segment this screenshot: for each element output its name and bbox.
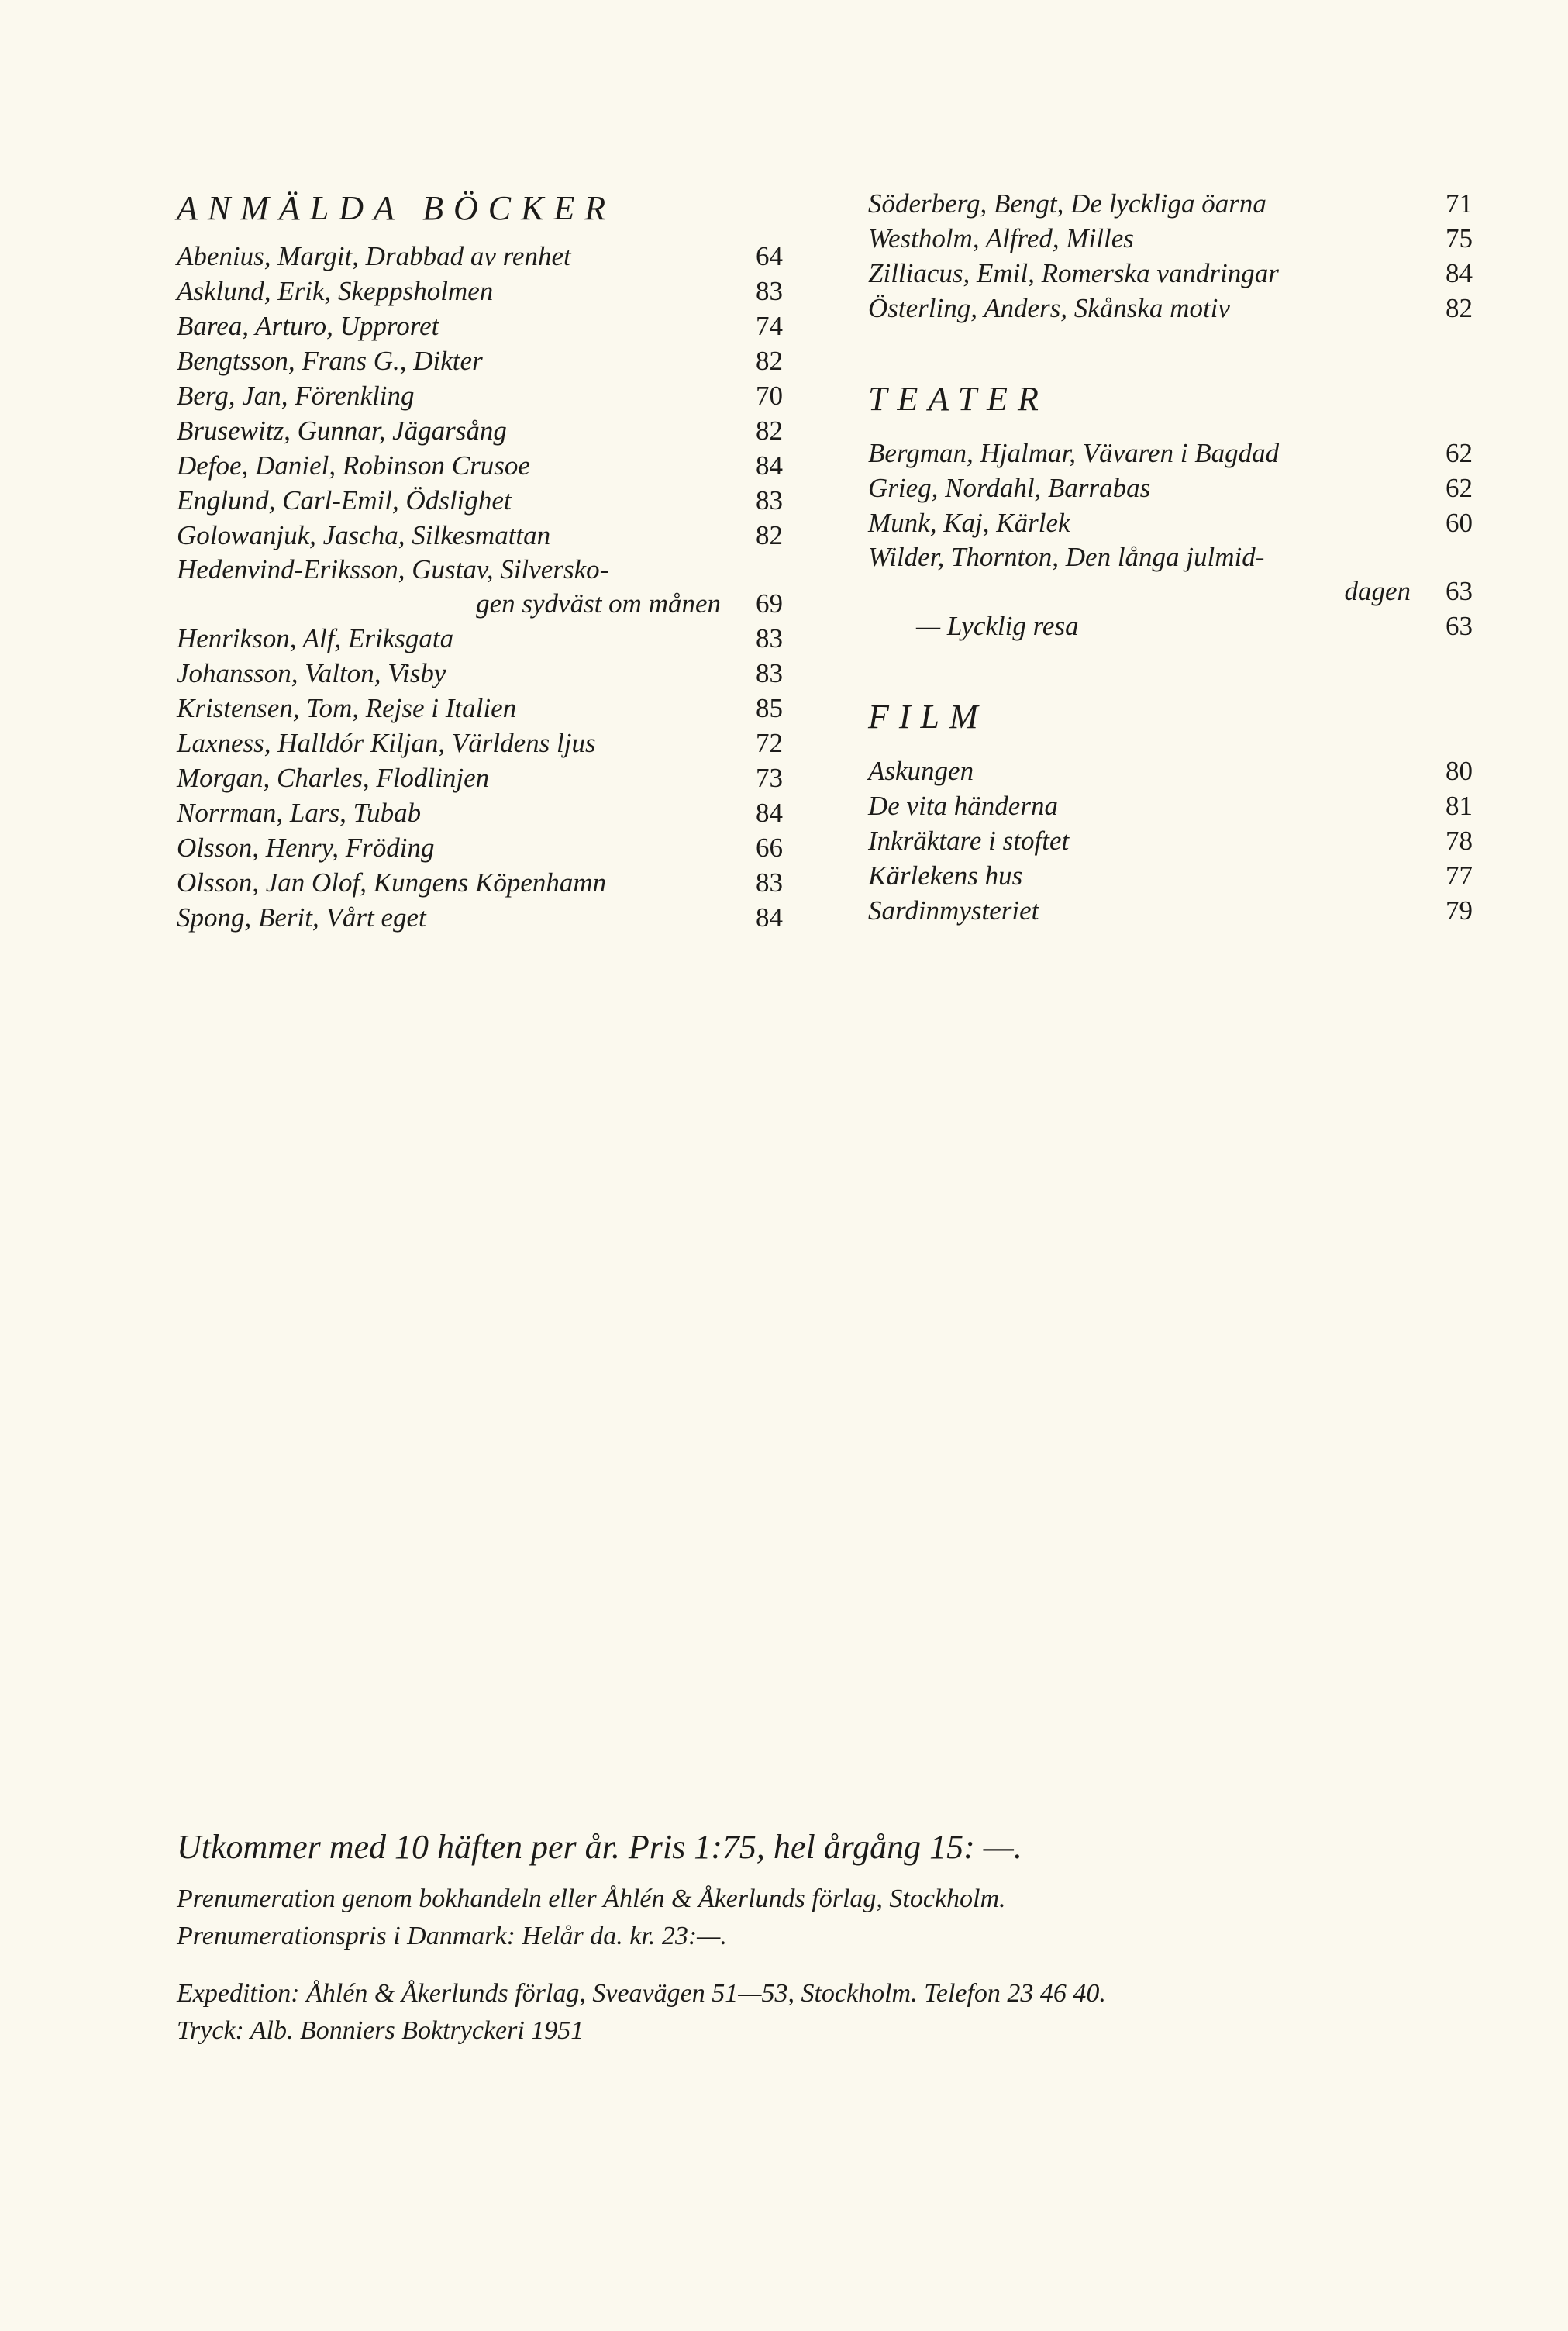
entry-page: 62 (1446, 438, 1473, 468)
list-item (177, 274, 783, 309)
entry-page: 72 (756, 728, 783, 758)
list-item (177, 900, 783, 935)
entry-page: 84 (756, 798, 783, 828)
entry-title: Inkräktare i stoftet (868, 826, 1070, 856)
entry-page: 83 (756, 485, 783, 516)
entry-title (177, 553, 736, 621)
entry-title: Norrman, Lars, Tubab (177, 798, 422, 828)
list-item (868, 609, 1473, 643)
list-item (177, 518, 783, 553)
list-item (868, 823, 1473, 858)
entry-page: 83 (756, 276, 783, 306)
theatre-list (868, 436, 1473, 643)
list-item (177, 483, 783, 518)
entry-title: Asklund, Erik, Skeppsholmen (177, 276, 494, 306)
entry-page: 73 (756, 763, 783, 793)
list-item (868, 858, 1473, 893)
list-item (177, 553, 783, 621)
entry-page: 63 (1446, 576, 1473, 606)
list-item (177, 726, 783, 760)
entry-page: 81 (1446, 791, 1473, 821)
entry-title: Olsson, Henry, Fröding (177, 833, 435, 863)
entry-page: 84 (756, 450, 783, 481)
entry-title: Henrikson, Alf, Eriksgata (177, 623, 454, 653)
entry-title: Kristensen, Tom, Rejse i Italien (177, 693, 517, 723)
entry-title (868, 540, 1426, 609)
entry-page: 78 (1446, 826, 1473, 856)
entry-page: 62 (1446, 473, 1473, 503)
entry-page: 84 (756, 902, 783, 933)
list-item (868, 291, 1473, 326)
list-item (868, 471, 1473, 505)
entry-page: 79 (1446, 895, 1473, 926)
entry-title: Grieg, Nordahl, Barrabas (868, 473, 1151, 503)
entry-title: Olsson, Jan Olof, Kungens Köpenhamn (177, 867, 607, 898)
entry-page: 77 (1446, 860, 1473, 891)
list-item (868, 893, 1473, 928)
entry-page: 82 (756, 346, 783, 376)
entry-title: — Lycklig resa (916, 611, 1079, 641)
list-item (177, 865, 783, 900)
entry-title: Defoe, Daniel, Robinson Crusoe (177, 450, 530, 481)
list-item (177, 378, 783, 413)
entry-page: 82 (756, 520, 783, 550)
entry-page: 66 (756, 833, 783, 863)
film-list (868, 753, 1473, 928)
entry-page: 83 (756, 623, 783, 653)
list-item (177, 656, 783, 691)
list-item (177, 239, 783, 274)
list-item (177, 309, 783, 343)
list-item (868, 753, 1473, 788)
entry-title: Bengtsson, Frans G., Dikter (177, 346, 483, 376)
list-item (177, 760, 783, 795)
expedition-info: Expedition: Åhlén & Åkerlunds förlag, Sveavägen 51—53, Stockholm. Telefon 23 46 40. (177, 1979, 1106, 2008)
entry-title: Spong, Berit, Vårt eget (177, 902, 426, 933)
entry-page: 82 (756, 416, 783, 446)
entry-page: 82 (1446, 293, 1473, 323)
entry-page: 64 (756, 241, 783, 271)
entry-title: Englund, Carl-Emil, Ödslighet (177, 485, 512, 516)
left-column (177, 186, 783, 935)
entry-title: Westholm, Alfred, Milles (868, 223, 1134, 253)
entry-page: 83 (756, 867, 783, 898)
denmark-price: Prenumerationspris i Danmark: Helår da. kr. 23:—. (177, 1922, 727, 1950)
right-column (868, 186, 1473, 928)
entry-title: Laxness, Halldór Kiljan, Världens ljus (177, 728, 596, 758)
list-item (868, 186, 1473, 221)
entry-title: Askungen (868, 756, 974, 786)
entry-title: Brusewitz, Gunnar, Jägarsång (177, 416, 507, 446)
list-item (177, 830, 783, 865)
list-item (177, 413, 783, 448)
entry-title: Kärlekens hus (868, 860, 1023, 891)
entry-title-line1: Wilder, Thornton, Den långa julmid- (868, 542, 1265, 572)
entry-title-line1: Hedenvind-Eriksson, Gustav, Silversko- (177, 554, 609, 584)
entry-title: Berg, Jan, Förenkling (177, 381, 415, 411)
books-list-continued (868, 186, 1473, 326)
list-item (177, 343, 783, 378)
entry-title: Zilliacus, Emil, Romerska vandringar (868, 258, 1279, 288)
entry-title-line2: gen sydväst om månen (476, 588, 721, 619)
entry-title: Golowanjuk, Jascha, Silkesmattan (177, 520, 551, 550)
list-item (177, 795, 783, 830)
subscription-info: Prenumeration genom bokhandeln eller Åhlén & Åkerlunds förlag, Stockholm. (177, 1884, 1006, 1913)
entry-page: 80 (1446, 756, 1473, 786)
list-item (177, 621, 783, 656)
entry-title: Barea, Arturo, Upproret (177, 311, 439, 341)
list-item (868, 436, 1473, 471)
colophon (177, 1822, 1479, 2050)
entry-page: 63 (1446, 611, 1473, 641)
printer-info: Tryck: Alb. Bonniers Boktryckeri 1951 (177, 2016, 584, 2045)
entry-page: 74 (756, 311, 783, 341)
entry-page: 85 (756, 693, 783, 723)
entry-title: Munk, Kaj, Kärlek (868, 508, 1070, 538)
entry-page: 75 (1446, 223, 1473, 253)
entry-title: Morgan, Charles, Flodlinjen (177, 763, 490, 793)
entry-page: 71 (1446, 188, 1473, 219)
list-item (868, 788, 1473, 823)
list-item (177, 448, 783, 483)
list-item (868, 540, 1473, 609)
entry-title: Bergman, Hjalmar, Vävaren i Bagdad (868, 438, 1280, 468)
entry-title: De vita händerna (868, 791, 1058, 821)
list-item (868, 256, 1473, 291)
entry-page: 83 (756, 658, 783, 688)
theatre-heading: TEATER (868, 380, 1049, 418)
entry-page: 70 (756, 381, 783, 411)
entry-title: Sardinmysteriet (868, 895, 1039, 926)
film-heading: FILM (868, 698, 988, 736)
list-item (868, 505, 1473, 540)
list-item (177, 691, 783, 726)
entry-title: Abenius, Margit, Drabbad av renhet (177, 241, 571, 271)
entry-title: Johansson, Valton, Visby (177, 658, 446, 688)
entry-title-line2: dagen (1344, 576, 1411, 606)
entry-title: Österling, Anders, Skånska motiv (868, 293, 1230, 323)
books-list (177, 239, 783, 935)
entry-title: Söderberg, Bengt, De lyckliga öarna (868, 188, 1266, 219)
entry-page: 84 (1446, 258, 1473, 288)
books-heading: ANMÄLDA BÖCKER (177, 189, 616, 227)
entry-page: 60 (1446, 508, 1473, 538)
publication-info: Utkommer med 10 häften per år. Pris 1:75, hel årgång 15: —. (177, 1828, 1022, 1866)
list-item (868, 221, 1473, 256)
entry-page: 69 (756, 588, 783, 619)
